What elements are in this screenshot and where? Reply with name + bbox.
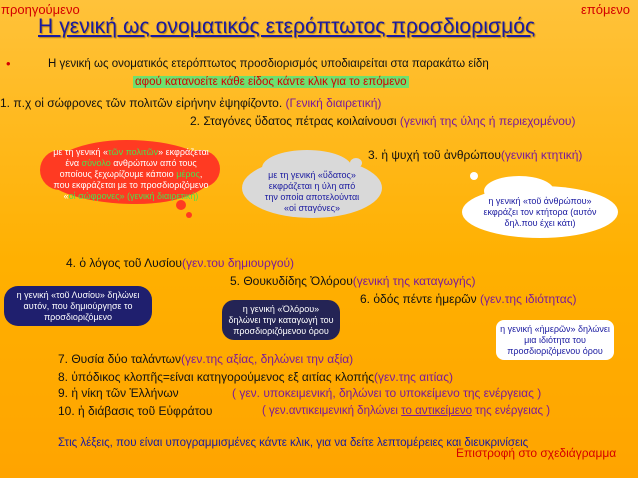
callout-cloud-2-tail: [350, 158, 362, 168]
example-10-label-c: της ενέργειας ): [475, 405, 551, 417]
example-7: [58, 352, 353, 366]
callout-5: η γενική «Ὀλόρου» δηλώνει την καταγωγή του προσδιοριζόμενου όρου: [222, 300, 340, 340]
next-link[interactable]: επόμενο: [580, 2, 630, 17]
callout-3-text: η γενική «τοῦ ἀνθρώπου» εκφράζει τον κτήτορα (αυτόν δηλ.που έχει κάτι): [483, 196, 597, 228]
callout-1-text: με τη γενική «τῶν πολιτῶν» εκφράζεται ένα σύνολο ανθρώπων από τους οποίους ξεχωρίζουμε κάποιο μέρος, που εκφράζεται με το προσδιοριζόμενο «οἱ σώφρονες» (γενική διαιρετική): [53, 147, 209, 201]
example-2-text: 2. Σταγόνες ὕδατος πέτρας κοιλαίνουσι: [190, 114, 397, 128]
example-2: [190, 114, 575, 128]
intro-text: Η γενική ως ονοματικός ετερόπτωτος προσδιορισμός υποδιαιρείται στα παρακάτω είδη: [48, 58, 489, 70]
example-9-label[interactable]: ( γεν. υποκειμενική, δηλώνει το υποκείμενο της ενέργειας ): [232, 386, 542, 400]
callout-cloud-1-tail-b: [186, 212, 192, 218]
example-1-text: 1. π.χ οἱ σώφρονες τῶν πολιτῶν εἰρήνην ἐψηφίζοντο.: [0, 96, 283, 110]
back-link[interactable]: Επιστροφή στο σχεδιάγραμμα: [456, 446, 617, 460]
example-8-label[interactable]: (γεν.της αιτίας): [374, 370, 453, 384]
example-10: [58, 404, 212, 418]
example-4: [66, 256, 294, 270]
callout-cloud-3-tail: [470, 172, 478, 180]
example-3: [368, 148, 582, 162]
example-3-text: 3. ἡ ψυχή τοῦ ἀνθρώπου: [368, 148, 501, 162]
example-5-label[interactable]: (γενική της καταγωγής): [352, 274, 476, 288]
example-7-label[interactable]: (γεν.της αξίας, δηλώνει την αξία): [181, 352, 354, 366]
example-4-text: 4. ὁ λόγος τοῦ Λυσίου: [66, 256, 182, 270]
example-9: [58, 386, 179, 400]
intro-hint: [133, 76, 409, 88]
example-9-text: 9. ἡ νίκη τῶν Ἑλλήνων: [58, 386, 179, 400]
callout-4: η γενική «τοῦ Λυσίου» δηλώνει αυτόν, που δημιούργησε το προσδιοριζόμενο: [4, 286, 152, 326]
footer-note: Στις λέξεις, που είναι υπογραμμισμένες κάντε κλικ, για να δείτε λεπτομέρειες και διευκρινίσεις: [58, 437, 529, 449]
example-4-label[interactable]: (γεν.του δημιουργού): [182, 256, 295, 270]
example-1-label[interactable]: (Γενική διαιρετική): [285, 96, 382, 110]
example-5: [230, 274, 475, 288]
example-10-label: [262, 405, 550, 417]
example-8: [58, 370, 453, 384]
example-7-text: 7. Θυσία δύο ταλάντων: [58, 352, 182, 366]
intro-bullet: •: [6, 56, 11, 71]
example-2-label[interactable]: (γενική της ύλης ή περιεχομένου): [399, 114, 576, 128]
example-3-label[interactable]: (γενική κτητική): [500, 148, 583, 162]
example-8-text: 8. ὑπόδικος κλοπῆς=είναι κατηγορούμενος εξ αιτίας κλοπής: [58, 370, 375, 384]
page-title: Η γενική ως ονοματικός ετερόπτωτος προσδιορισμός: [38, 15, 536, 38]
callout-6: η γενική «ἡμερῶν» δηλώνει μια ιδιότητα του προσδιοριζόμενου όρου: [496, 320, 614, 360]
prev-link[interactable]: προηγούμενο: [1, 2, 80, 17]
example-1: [0, 96, 381, 110]
intro-hint-text: αφού κατανοείτε κάθε είδος κάντε κλικ για το επόμενο: [135, 76, 407, 88]
example-6-label-c: ): [572, 292, 577, 306]
example-10-text: 10. ἡ διάβασις τοῦ Εὐφράτου: [58, 404, 213, 418]
example-6-label-a[interactable]: (γεν.της: [480, 292, 522, 306]
example-6-text: 6. ὁδός πέντε ἡμερῶν: [360, 292, 477, 306]
example-10-label-b[interactable]: το αντικείμενο: [401, 405, 472, 417]
callout-2-text: με τη γενική «ὕδατος» εκφράζεται η ύλη από την οποία αποτελούνται «οἱ σταγόνες»: [264, 170, 360, 213]
example-6: [360, 292, 576, 306]
example-10-label-a: ( γεν.αντικειμενική δηλώνει: [262, 405, 398, 417]
example-6-label-b[interactable]: ιδιότητας: [525, 292, 573, 306]
example-5-text: 5. Θουκυδίδης Ὀλόρου: [230, 274, 353, 288]
